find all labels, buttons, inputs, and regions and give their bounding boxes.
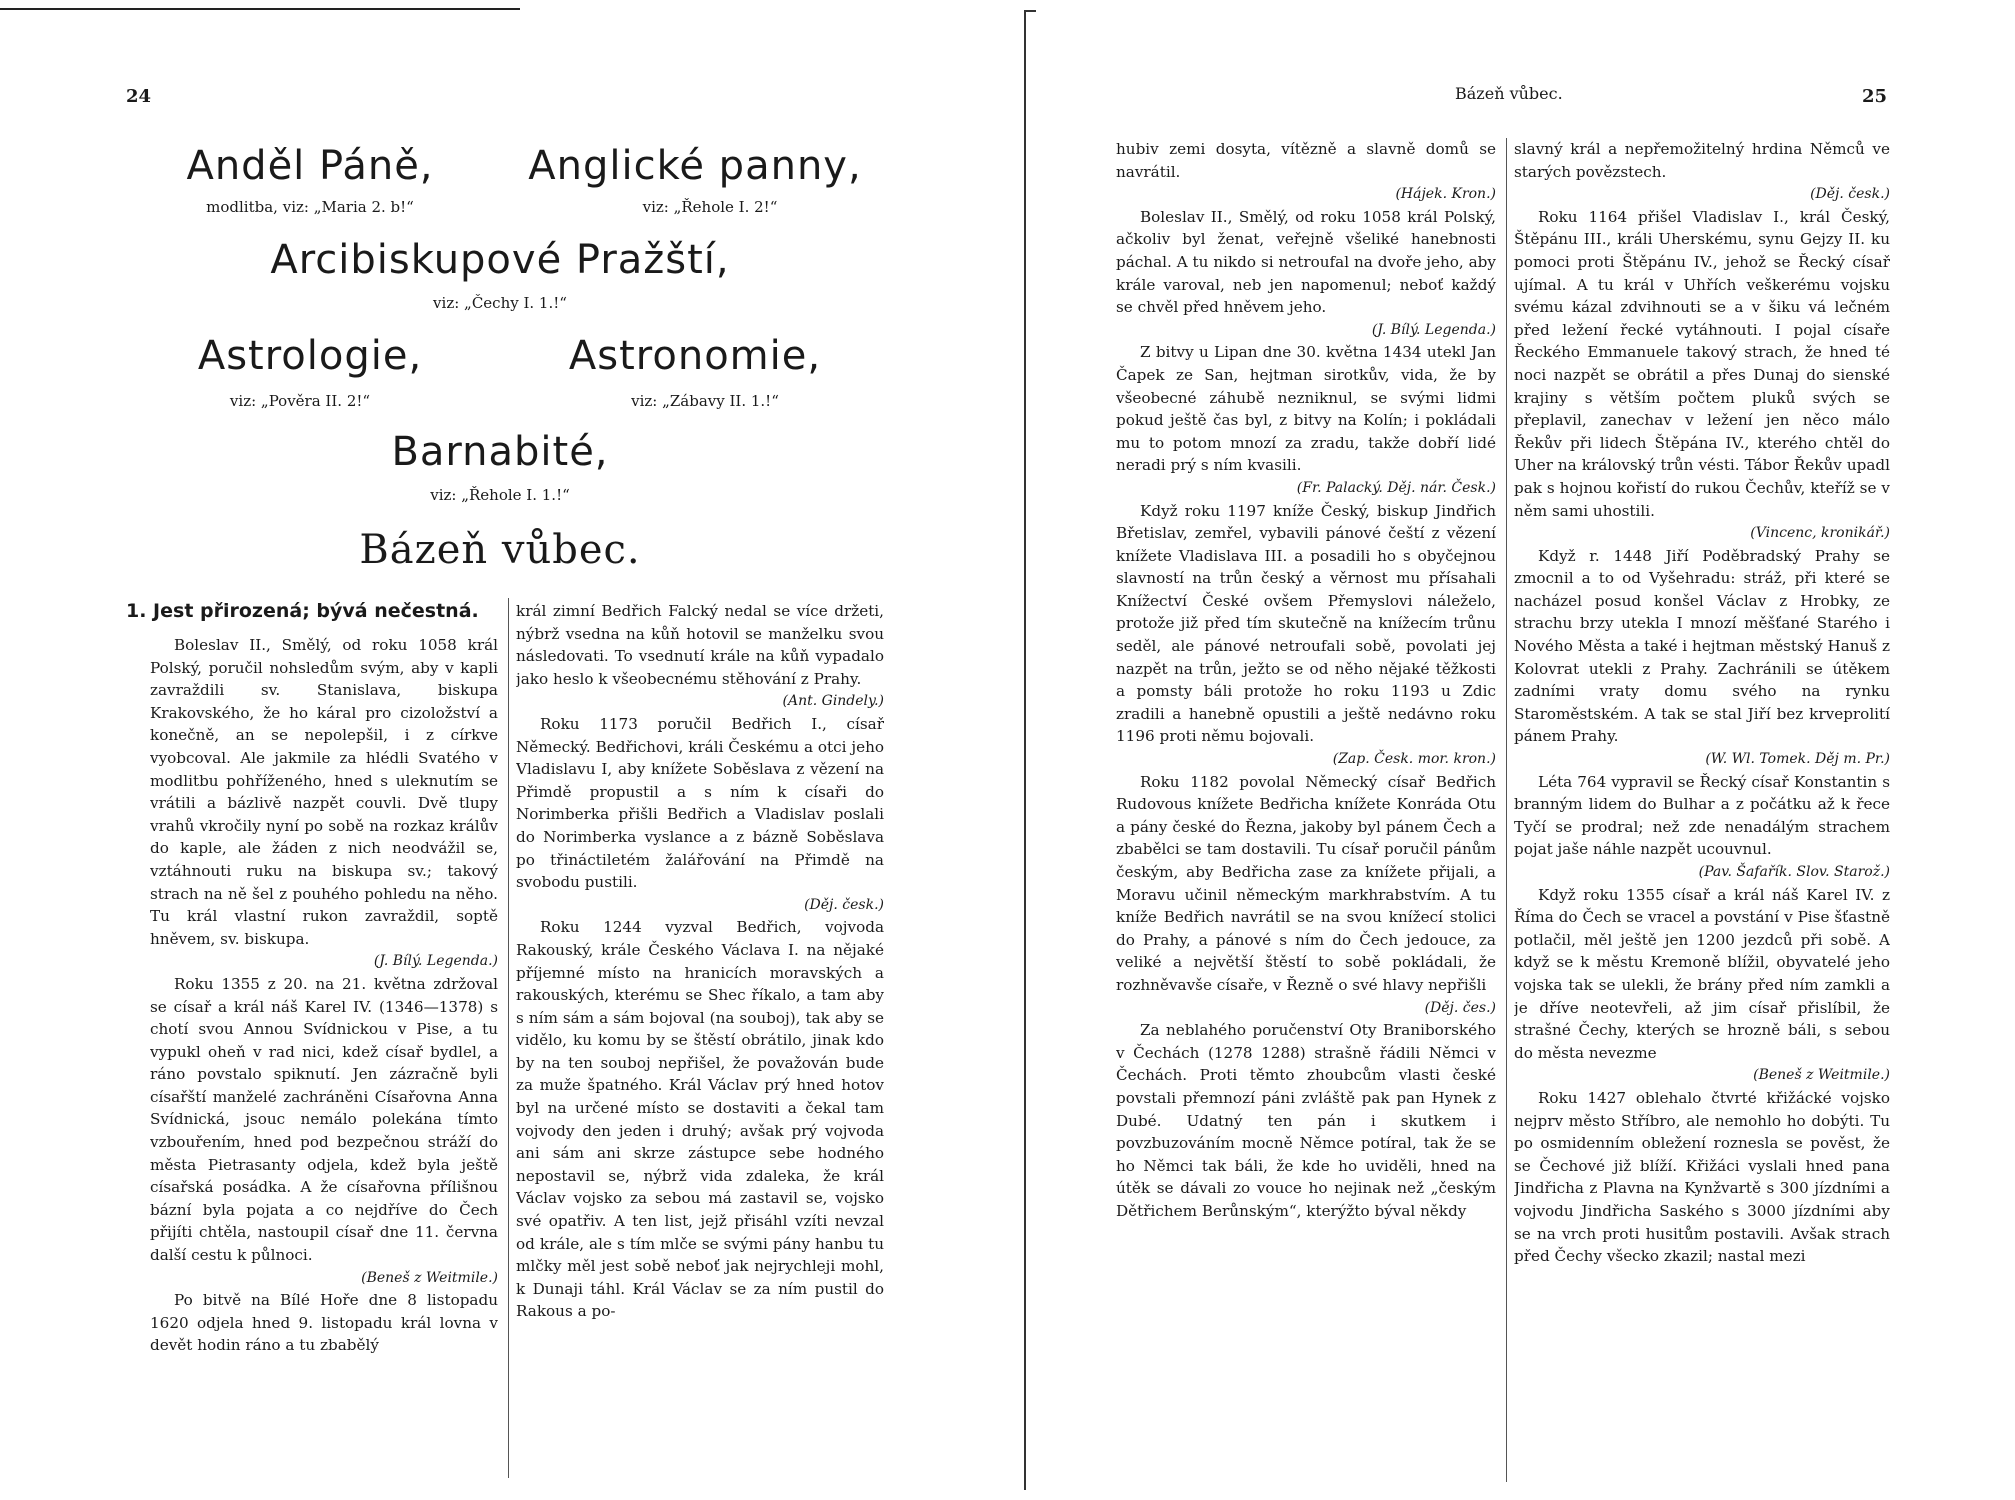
source-citation: (Děj. česk.) (1810, 186, 1890, 203)
paragraph: Roku 1164 přišel Vladislav I., král Český, Štěpánu III., králi Uherskému, synu Gejzy II. ku pomoci proti Štěpánu IV., jehož se Řecký císař ujímal. A tu král v Uhřích veškerému vojsku svému kázal zdvihnouti se a v šiku vá lečném před ležení řecké vytáhnouti. I pojal císaře Řeckého Emmanuele takový strach, že hned té noci nazpět se obrátil a přes Dunaj do sienské krajiny s větším počtem pluků svých se přeplavil, zanechav v ležení jen něco málo Řekův při lidech Štěpána IV., kteréhо chtěl do Uher na královský trůn vésti. Tábor Řekův upadl pak s hojnou kořistí do rukou Čechův, kteříž se v něm sami uhostili. (1514, 207, 1890, 520)
top-rule (0, 8, 520, 10)
source-citation: (Ant. Gindely.) (782, 693, 884, 710)
ref-anglicke-panny: viz: „Řehole I. 2!“ (642, 198, 778, 216)
source-citation: (J. Bílý. Legenda.) (373, 953, 498, 970)
left-page-number: 24 (126, 86, 152, 107)
ref-arcibiskupove: viz: „Čechy I. 1.!“ (433, 294, 567, 312)
book-spine-cap (1024, 10, 1036, 12)
paragraph: hubiv zemi dosyta, vítězně a slavně domů se navrátil. (1116, 140, 1496, 181)
source-citation: (W. Wl. Tomek. Děj m. Pr.) (1705, 751, 1890, 768)
left-page-column-1 (150, 634, 498, 1480)
paragraph: Za neblahého poručenství Oty Braniborského v Čechách (1278 1288) strašně řádili Němci v Čechách. Proti těmto zhoubcům vlasti české povstali přemnozí páni zvláště pak pan Hynek z Dubé. Udatný ten pán i skutkem i povzbuzováním mocně Němce potíral, tak že se ho Němci tak báli, že kde ho uviděli, hned na útěk se dávali zo vouce ho nejinak než „českým Dětřichem Berůnským“, kterýžto býval někdy (1116, 1021, 1496, 1220)
source-citation: (J. Bílý. Legenda.) (1371, 321, 1496, 338)
ref-astronomie: viz: „Zábavy II. 1.!“ (631, 392, 779, 410)
paragraph: Roku 1355 z 20. na 21. května zdržoval se císař a král náš Karel IV. (1346—1378) s chotí svou Annou Svídnickou v Pise, a tu vypukl oheň v rad nici, kdež císař bydlel, a ráno povstalo spiknutí. Jen zázračně byli císařští manželé zachráněni Císařovna Anna Svídnická, jsouc nemálo polekána tímto vzbouřením, hned pod bezpečnou stráží do města Pietrasanty odjela, kdež byla ještě císařská posádka. A že císařovna přílišnou bázní byla pojata a co nejdříve do Čech přijíti chtěla, nastoupil císař dne 11. června další cestu k půlnoci. (150, 974, 498, 1265)
paragraph: Když roku 1355 císař a král náš Karel IV. z Říma do Čech se vracel a povstání v Pise šťastně potlačil, měl ještě jen 1200 jezdců při sobě. A když se k městu Kremoně blížil, obyvatelé jeho vojska tak se ulekli, že brány před ním zamkli a je dříve neotevřeli, až jim císař přislíbil, že strašné Čechy, kterých se hrozně báli, s sebou do města nevezme (1514, 885, 1890, 1062)
running-head: Bázeň vůbec. (1455, 84, 1563, 103)
heading-astrologie: Astrologie, (197, 333, 423, 379)
source-citation: (Pav. Šafařík. Slov. Starož.) (1698, 864, 1890, 880)
paragraph: Roku 1244 vyzval Bedřich, vojvoda Rakouský, krále Českého Václava I. na nějaké příjemné místo na hranicích moravských a rakouských, kterému se Shec říkalo, a tam aby s ním sám a sám bojoval (na souboj), tak aby se vidělo, ku komu by se štěstí obrátilo, jinak kdo by na ten souboj nepřišel, že považován bude za muže špatného. Král Václav prý hned hotov byl na určené místo se dostaviti a čekal tam vojvody den jeden i druhý; avšak prý vojvoda ani sám ani skrze zástupce sebe hodného nepostavil se, nýbrž vida zdaleka, že král Václav vojsko za sebou má zastavil se, vojsko své opatřiv. A ten list, jejž přisáhl vzíti nevzal od krále, ale s tím mlče se svými pány hanbu tu mlčky měl jest sobě neboť jak nejrychleji mohl, k Dunaji táhl. Král Václav se za ním pustil do Rakous a po- (516, 918, 884, 1321)
ref-astrologie: viz: „Pověra II. 2!“ (229, 392, 371, 410)
paragraph: Když roku 1197 kníže Český, biskup Jindřich Břetislav, zemřel, vybavili pánové čeští z vězení knížete Vladislava III. a posadili ho s obyčejnou slavností na trůn český a věrnost mu přísahali Knížectví České ovšem Přemyslovi náleželo, protože již před tím skutečně na knížecím trůnu seděl, ale pánové netroufali sobě, povolati jej nazpět na trůn, ježto se od něho nějaké těžkosti a pomsty báli protože ho roku 1193 u Zdic zradili a hanebně opustili a ještě nedávno roku 1196 proti němu bojovali. (1116, 501, 1496, 746)
paragraph: Po bitvě na Bílé Hoře dne 8 listopadu 1620 odjela hned 9. listopadu král lovna v devět hodin ráno a tu zbabělý (150, 1291, 498, 1355)
heading-andel-pane: Anděl Páně, (186, 143, 434, 189)
right-page-column-2 (1514, 138, 1890, 1482)
column-divider (1506, 138, 1507, 1482)
heading-barnabite: Barnabité, (391, 429, 609, 475)
source-citation: (Vincenc, kronikář.) (1750, 525, 1890, 542)
heading-bazen-vubec: Bázeň vůbec. (359, 527, 641, 573)
paragraph: Roku 1182 povolal Německý císař Bedřich Rudovous knížete Bedřicha knížete Konráda Otu a pány české do Řezna, jakoby byl pánem Čech a zbabělci se tam dostavili. Tu císař poručil pánům českým, aby Bedřicha zase za knížete přijali, a Moravu učinil německým markhrabstvím. A tu kníže Bedřich navrátil se na svou knížecí stolici do Prahy, a pánové s ním do Čech jedouce, za veliké a největší štěstí to sobě pokládali, že rozhněvavše císaře, v Řezně o své hlavy nepřišli (1116, 772, 1496, 994)
paragraph: Roku 1173 poručil Bedřich I., císař Německý. Bedřichovi, králi Českému a otci jeho Vladislavu I, aby knížete Soběslava z vězení na Přimdě propustil a s ním k císaři do Norimberka přišli Bedřich a Vladislav poslali do Norimberka vyslance a z bázně Soběslava po třináctiletém žalářování na Přimdě na svobodu pustili. (516, 714, 884, 892)
heading-arcibiskupove: Arcibiskupové Pražští, (270, 237, 730, 283)
ref-andel-pane: modlitba, viz: „Maria 2. b!“ (206, 198, 414, 216)
paragraph: Léta 764 vypravil se Řecký císař Konstantin s branným lidem do Bulhar a z počátku až k řece Tyčí se prodral; než zde nenadálým strachem pojat jaše náhle nazpět ucouvnul. (1514, 772, 1890, 859)
right-page-number: 25 (1862, 86, 1888, 107)
source-citation: (Zap. Česk. mor. kron.) (1332, 751, 1496, 768)
source-citation: (Beneš z Weitmile.) (361, 1269, 498, 1286)
paragraph: slavný král a nepřemožitelný hrdina Němců ve starých povězstech. (1514, 140, 1890, 181)
source-citation: (Hájek. Kron.) (1395, 186, 1496, 203)
paragraph: Boleslav II., Smělý, od roku 1058 král Polský, ačkoliv byl ženat, veřejně všeliké hanebnosti páchal. A tu nikdo si netroufal na dvoře jeho, aby krále varoval, neb jen napomenul; neboť každý se chvěl před hněvem jeho. (1116, 207, 1496, 317)
heading-astronomie: Astronomie, (568, 333, 822, 379)
paragraph: Když r. 1448 Jiří Poděbradský Prahy se zmocnil a to od Vyšehradu: stráž, při které se nacházel posud konšel Václav z Hrobky, ze strachu brzy utekla I mnozí měšťané Starého i Nového Města a také i hejtman městský Hanuš z Kolovrat utekli z Prahy. Zachránili se útěkem zadními vraty domu svého na rynku Staroměstském. A tak se stal Jiří bez krveprolití pánem Prahy. (1514, 546, 1890, 746)
source-citation: (Děj. česk.) (804, 896, 884, 913)
book-spine (1024, 10, 1026, 1490)
section-title: 1. Jest přirozená; bývá nečestná. (126, 600, 479, 622)
paragraph: král zimní Bedřich Falcký nedal se více držeti, nýbrž vsedna na kůň hotovil se manželku svou následovati. To vsednutí krále na kůň vypadalo jako heslo k všeobecnému stěhování z Prahy. (516, 602, 884, 688)
ref-barnabite: viz: „Řehole I. 1.!“ (430, 486, 570, 504)
source-citation: (Fr. Palacký. Děj. nár. Česk.) (1296, 479, 1496, 496)
heading-anglicke-panny: Anglické panny, (528, 143, 862, 189)
paragraph: Roku 1427 oblehalo čtvrté křižácké vojsko nejprv město Stříbro, ale nemohlo ho dobýti. Tu po osmidenním obležení roznesla se pověst, že se Čechové již blíží. Křižáci vyslali hned pana Jindřicha z Plavna na Kynžvartě s 300 jízdními a vojvodu Jindřicha Saského s 3000 jízdními aby se na vrch proti husitům postavili. Avšak strach před Čechy všecko zkazil; nastal mezi (1514, 1088, 1890, 1266)
source-citation: (Děj. čes.) (1424, 999, 1496, 1016)
right-page-column-1 (1116, 138, 1496, 1482)
paragraph: Z bitvy u Lipan dne 30. května 1434 utekl Jan Čapek ze San, hejtman sirotkův, vida, že by všeobecné záhubě nezniknul, se svými lidmi pokud ještě čas byl, z bitvy na Kolín; i pokládali mu to potom mnozí za zradu, takže dobří lidé neradi prý s ním kvasili. (1116, 343, 1496, 475)
column-divider (508, 598, 509, 1478)
left-page-column-2 (516, 600, 884, 1480)
source-citation: (Beneš z Weitmile.) (1753, 1067, 1890, 1084)
paragraph: Boleslav II., Smělý, od roku 1058 král Polský, poručil nohsledům svým, aby v kapli zavraždili sv. Stanislava, biskupa Krakovského, že ho káral pro cizoložství a konečně, an se nepolepšil, i z církve vyobcoval. Ale jakmile za hlédli Svatého v modlitbu pohříženého, hned s uleknutím se vrátili a bázlivě nazpět couvli. Dvě tlupy vrahů vkročily nyní po sobě na rozkaz králův do kaple, ale žáden z nich neodvážil se, vztáhnouti ruku na biskupa sv.; takový strach na ně šel z pouhého pohledu na něho. Tu král vlastní rukon zavraždil, soptě hněvem, sv. biskupa. (150, 636, 498, 948)
